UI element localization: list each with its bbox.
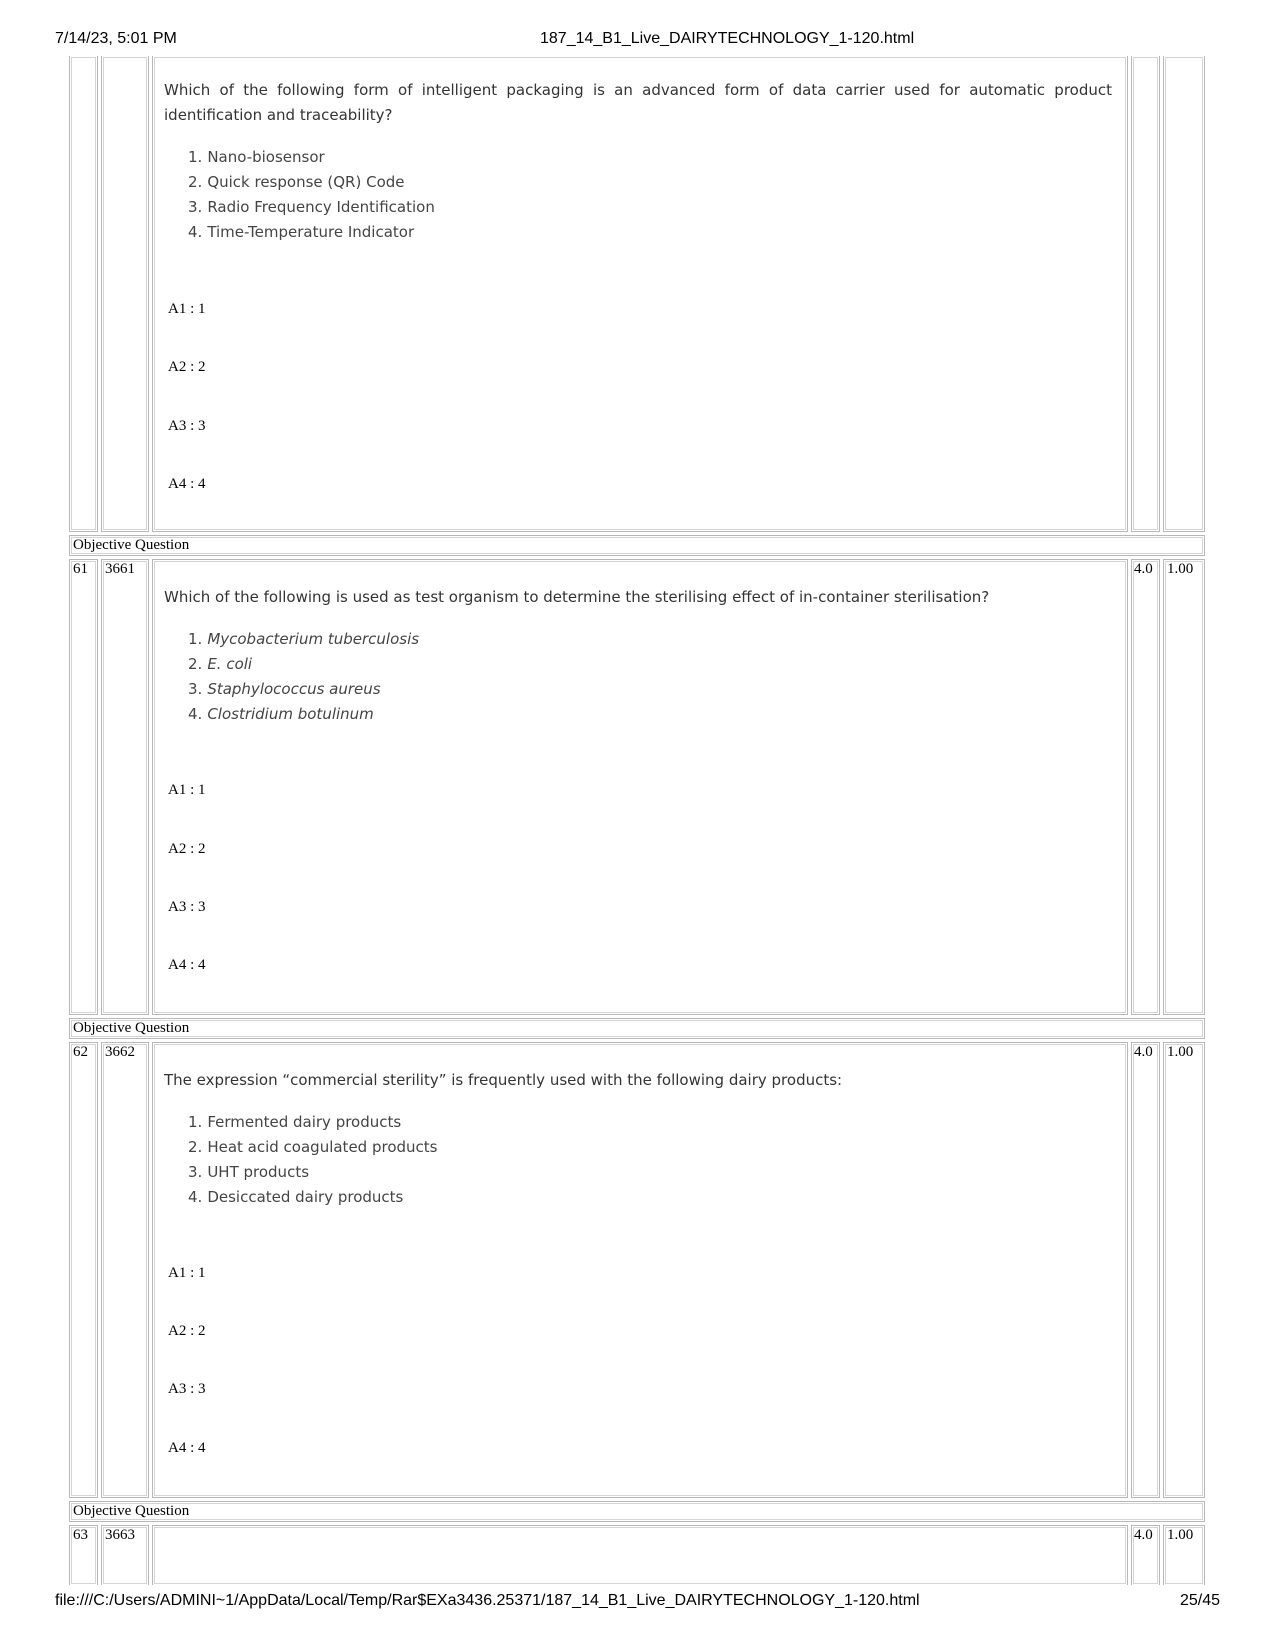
q63-marks: 4.0 [1134,1527,1153,1543]
q60-question-text: Which of the following form of intelligent packaging is an advanced form of data carrier used for automatic product identification and traceability? [164,81,1112,124]
q60-option: 2. Quick response (QR) Code [188,173,405,191]
q60-qid-cell [101,56,149,532]
q63-qid: 3663 [105,1527,135,1543]
q61-marks-cell [1131,559,1160,1015]
q60-marks-cell [1131,56,1160,532]
q62-neg: 1.00 [1167,1044,1194,1060]
q60-neg-cell [1163,56,1205,532]
q62-marks-cell [1131,1042,1160,1498]
q61-neg-cell [1163,559,1205,1015]
q61-option: 2. E. coli [188,655,253,673]
q61-type-label: Objective Question [73,537,190,553]
q62-answer-3: A3 : 3 [168,1381,206,1397]
q62-sno: 62 [73,1044,88,1060]
q61-marks: 4.0 [1134,561,1153,577]
q61-answer-1: A1 : 1 [168,782,206,798]
q63-sno: 63 [73,1527,88,1543]
q63-type-row [69,1501,1205,1522]
q61-option: 3. Staphylococcus aureus [188,680,381,698]
q60-answer-3: A3 : 3 [168,418,206,434]
q61-type-row [69,535,1205,556]
print-datetime: 7/14/23, 5:01 PM [55,30,177,47]
q60-option: 4. Time-Temperature Indicator [188,223,415,241]
q60-option: 1. Nano-biosensor [188,148,325,166]
q61-sno: 61 [73,561,88,577]
q61-answer-2: A2 : 2 [168,841,206,857]
q60-answer-2: A2 : 2 [168,359,206,375]
q60-option: 3. Radio Frequency Identification [188,198,435,216]
q62-question-text: The expression “commercial sterility” is frequently used with the following dairy products: [164,1071,843,1089]
q62-answer-4: A4 : 4 [168,1440,206,1456]
q61-question-text: Which of the following is used as test organism to determine the sterilising effect of in-container sterilisation? [164,588,990,606]
q60-options-list [164,145,435,245]
q61-answer-4: A4 : 4 [168,957,206,973]
q62-option: 4. Desiccated dairy products [188,1188,404,1206]
q61-answer-3: A3 : 3 [168,899,206,915]
q61-qid: 3661 [105,561,135,577]
print-page-title: 187_14_B1_Live_DAIRYTECHNOLOGY_1-120.html [540,30,915,47]
q62-neg-cell [1163,1042,1205,1498]
q61-option: 4. Clostridium botulinum [188,705,374,723]
q61-option: 1. Mycobacterium tuberculosis [188,630,420,648]
q62-type-row [69,1018,1205,1039]
print-page-number: 25/45 [1180,1592,1221,1609]
q62-sno-cell [69,1042,98,1498]
q63-neg: 1.00 [1167,1527,1194,1543]
q60-sno-cell [69,56,98,532]
print-file-path: file:///C:/Users/ADMINI~1/AppData/Local/Temp/Rar$EXa3436.25371/187_14_B1_Live_DAIRYTECHNOLOGY_1-120.html [55,1592,920,1609]
q62-option: 1. Fermented dairy products [188,1113,402,1131]
q63-type-label: Objective Question [73,1503,190,1519]
q61-sno-cell [69,559,98,1015]
q61-neg: 1.00 [1167,561,1194,577]
q62-answer-2: A2 : 2 [168,1323,206,1339]
q60-answer-1: A1 : 1 [168,301,206,317]
q63-question-cell [152,1525,1128,1585]
q62-qid-cell [101,1042,149,1498]
q61-qid-cell [101,559,149,1015]
q62-option: 2. Heat acid coagulated products [188,1138,438,1156]
q62-options-list [164,1110,437,1210]
q62-type-label: Objective Question [73,1020,190,1036]
q62-qid: 3662 [105,1044,135,1060]
q61-options-list [164,627,419,727]
q62-option: 3. UHT products [188,1163,310,1181]
q62-marks: 4.0 [1134,1044,1153,1060]
q60-answer-4: A4 : 4 [168,476,206,492]
q62-answer-1: A1 : 1 [168,1265,206,1281]
